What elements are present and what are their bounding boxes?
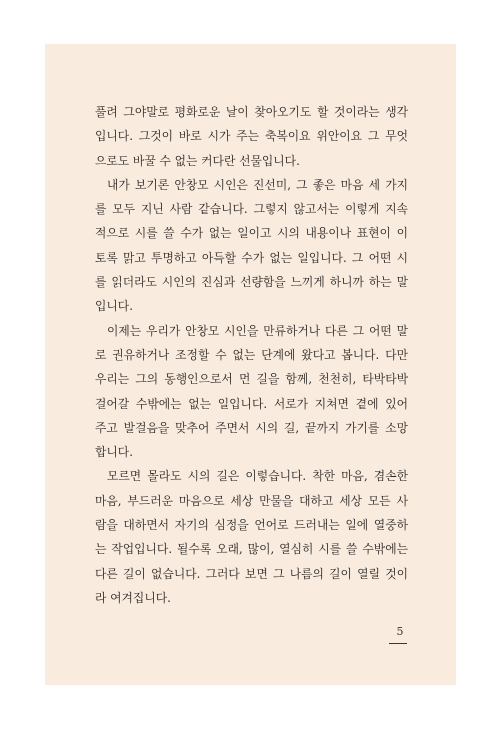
text-line: 걸어갈 수밖에는 없는 일입니다. 서로가 지쳐면 곁에 있어 <box>95 396 408 411</box>
page-number-rule <box>389 643 407 644</box>
text-line: 합니다. <box>95 445 133 460</box>
text-line: 람을 대하면서 자기의 심정을 언어로 드러내는 일에 열중하 <box>95 518 408 533</box>
text-line: 로 권유하거나 조정할 수 없는 단계에 왔다고 봅니다. 다만 <box>95 347 408 362</box>
paragraph <box>95 319 408 465</box>
text-line: 입니다. 그것이 바로 시가 주는 축복이요 위안이요 그 무엇 <box>95 129 408 144</box>
text-line: 를 읽더라도 시인의 진심과 선량함을 느끼게 하니까 하는 말 <box>95 275 408 290</box>
text-line: 우리는 그의 동행인으로서 먼 길을 함께, 천천히, 타박타박 <box>95 372 408 387</box>
paragraph <box>95 173 408 319</box>
text-line: 를 모두 지닌 사람 같습니다. 그렇지 않고서는 이렇게 지속 <box>95 202 408 217</box>
text-line: 내가 보기론 안창모 시인은 진선미, 그 좋은 마음 세 가지 <box>107 177 408 192</box>
text-line: 입니다. <box>95 299 133 314</box>
body-text <box>95 100 408 610</box>
text-line: 다른 길이 없습니다. 그러다 보면 그 나름의 길이 열릴 것이 <box>95 566 408 581</box>
text-line: 풀려 그야말로 평화로운 날이 찾아오기도 할 것이라는 생각 <box>95 105 408 119</box>
paragraph <box>95 464 408 610</box>
page-number: 5 <box>396 625 404 638</box>
text-line: 토록 맑고 투명하고 아득할 수가 없는 일입니다. 그 어떤 시 <box>95 250 408 265</box>
text-line: 으로도 바꿀 수 없는 커다란 선물입니다. <box>95 153 300 168</box>
paragraph <box>95 100 408 173</box>
text-line: 라 여겨집니다. <box>95 590 171 605</box>
text-line: 적으로 시를 쓸 수가 없는 일이고 시의 내용이나 표현이 이 <box>95 226 408 241</box>
text-line: 주고 발걸음을 맞추어 주면서 시의 길, 끝까지 가기를 소망 <box>95 420 408 435</box>
text-line: 마음, 부드러운 마음으로 세상 만물을 대하고 세상 모든 사 <box>95 493 408 508</box>
text-line: 이제는 우리가 안창모 시인을 만류하거나 다른 그 어떤 말 <box>107 323 408 338</box>
text-line: 는 작업입니다. 될수록 오래, 많이, 열심히 시를 쓸 수밖에는 <box>95 542 408 557</box>
text-line: 모르면 몰라도 시의 길은 이렇습니다. 착한 마음, 겸손한 <box>107 469 408 484</box>
